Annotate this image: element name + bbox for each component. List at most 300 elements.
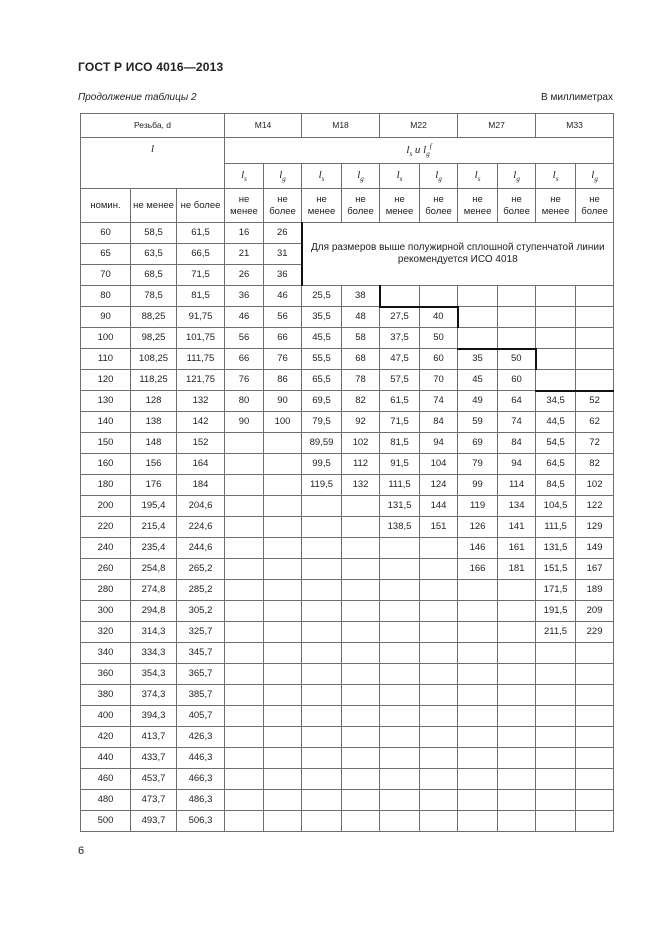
table-cell: 394,3 bbox=[131, 706, 177, 727]
table-cell: 433,7 bbox=[131, 748, 177, 769]
table-cell: 82 bbox=[342, 391, 380, 412]
table-cell: 68 bbox=[342, 349, 380, 370]
table-cell bbox=[498, 727, 536, 748]
table-cell bbox=[576, 727, 614, 748]
table-cell: 167 bbox=[576, 559, 614, 580]
table-cell bbox=[380, 286, 420, 307]
table-cell bbox=[264, 790, 302, 811]
table-cell: 72 bbox=[576, 433, 614, 454]
table-cell bbox=[342, 559, 380, 580]
table-cell bbox=[498, 790, 536, 811]
table-cell bbox=[302, 601, 342, 622]
thread-m27: M27 bbox=[458, 114, 536, 138]
table-cell: 365,7 bbox=[177, 664, 225, 685]
table-cell: 131,5 bbox=[536, 538, 576, 559]
ls-header: $l_s$ bbox=[380, 164, 420, 189]
table-cell bbox=[264, 664, 302, 685]
table-cell bbox=[380, 559, 420, 580]
table-cell: 37,5 bbox=[380, 328, 420, 349]
table-cell bbox=[576, 349, 614, 370]
table-cell: 57,5 bbox=[380, 370, 420, 391]
table-cell: 280 bbox=[81, 580, 131, 601]
table-cell bbox=[576, 307, 614, 328]
sub-header-cell: не более bbox=[420, 189, 458, 223]
table-cell: 65,5 bbox=[302, 370, 342, 391]
table-cell: 360 bbox=[81, 664, 131, 685]
table-cell bbox=[264, 475, 302, 496]
table-cell: 220 bbox=[81, 517, 131, 538]
table-cell: 294,8 bbox=[131, 601, 177, 622]
table-cell: 79 bbox=[458, 454, 498, 475]
table-cell: 61,5 bbox=[380, 391, 420, 412]
table-cell bbox=[264, 433, 302, 454]
table-cell: 148 bbox=[131, 433, 177, 454]
table-cell bbox=[302, 748, 342, 769]
sub-header-cell: не менее bbox=[458, 189, 498, 223]
table-cell bbox=[225, 454, 264, 475]
table-cell: 35 bbox=[458, 349, 498, 370]
table-cell bbox=[264, 622, 302, 643]
table-row bbox=[81, 223, 614, 244]
table-cell bbox=[302, 559, 342, 580]
table-cell: 25,5 bbox=[302, 286, 342, 307]
table-cell bbox=[420, 706, 458, 727]
table-cell: 460 bbox=[81, 769, 131, 790]
table-cell: 114 bbox=[498, 475, 536, 496]
table-cell bbox=[576, 706, 614, 727]
table-cell bbox=[225, 559, 264, 580]
table-cell: 71,5 bbox=[380, 412, 420, 433]
table-cell bbox=[576, 328, 614, 349]
table-cell bbox=[302, 517, 342, 538]
table-cell: 99,5 bbox=[302, 454, 342, 475]
table-cell bbox=[264, 769, 302, 790]
table-cell: 21 bbox=[225, 244, 264, 265]
table-cell bbox=[498, 643, 536, 664]
table-cell: 66 bbox=[225, 349, 264, 370]
table-cell: 91,5 bbox=[380, 454, 420, 475]
table-cell bbox=[302, 790, 342, 811]
table-cell: 78,5 bbox=[131, 286, 177, 307]
table-cell bbox=[576, 769, 614, 790]
table-cell bbox=[264, 706, 302, 727]
table-cell: 104,5 bbox=[536, 496, 576, 517]
sub-header-cell: не менее bbox=[131, 189, 177, 223]
table-cell bbox=[576, 685, 614, 706]
table-cell bbox=[498, 811, 536, 832]
table-cell bbox=[302, 664, 342, 685]
table-cell: 156 bbox=[131, 454, 177, 475]
table-cell: 131,5 bbox=[380, 496, 420, 517]
table-cell bbox=[420, 580, 458, 601]
table-cell bbox=[498, 664, 536, 685]
table-cell: 26 bbox=[264, 223, 302, 244]
table-cell: 305,2 bbox=[177, 601, 225, 622]
table-cell: 56 bbox=[225, 328, 264, 349]
table-cell bbox=[380, 601, 420, 622]
table-cell bbox=[458, 706, 498, 727]
table-cell: 88,25 bbox=[131, 307, 177, 328]
table-cell: 149 bbox=[576, 538, 614, 559]
table-cell: 400 bbox=[81, 706, 131, 727]
table-cell bbox=[536, 643, 576, 664]
thread-label-cell: Резьба, d bbox=[81, 114, 225, 138]
table-cell: 506,3 bbox=[177, 811, 225, 832]
table-cell bbox=[264, 517, 302, 538]
table-cell: 413,7 bbox=[131, 727, 177, 748]
table-row bbox=[81, 748, 614, 769]
table-cell: 38 bbox=[342, 286, 380, 307]
table-row bbox=[81, 328, 614, 349]
table-cell: 181 bbox=[498, 559, 536, 580]
lg-header: $l_g$ bbox=[420, 164, 458, 189]
table-cell bbox=[536, 370, 576, 391]
thread-m18: M18 bbox=[302, 114, 380, 138]
table-cell bbox=[458, 727, 498, 748]
table-cell: 102 bbox=[576, 475, 614, 496]
document-header: ГОСТ Р ИСО 4016—2013 bbox=[78, 60, 224, 74]
table-cell bbox=[536, 811, 576, 832]
table-cell bbox=[420, 790, 458, 811]
table-cell bbox=[576, 790, 614, 811]
table-cell bbox=[302, 811, 342, 832]
table-cell bbox=[225, 433, 264, 454]
table-row bbox=[81, 517, 614, 538]
table-cell: 200 bbox=[81, 496, 131, 517]
table-cell: 45,5 bbox=[302, 328, 342, 349]
table-cell: 65 bbox=[81, 244, 131, 265]
sub-header-cell: не более bbox=[342, 189, 380, 223]
table-row bbox=[81, 496, 614, 517]
table-cell: 466,3 bbox=[177, 769, 225, 790]
table-cell bbox=[380, 622, 420, 643]
table-cell: 92 bbox=[342, 412, 380, 433]
table-cell bbox=[458, 790, 498, 811]
table-cell bbox=[380, 538, 420, 559]
table-cell: 385,7 bbox=[177, 685, 225, 706]
table-cell bbox=[498, 769, 536, 790]
table-cell bbox=[576, 643, 614, 664]
sub-header-cell: не более bbox=[576, 189, 614, 223]
table-cell: 74 bbox=[420, 391, 458, 412]
table-cell bbox=[536, 685, 576, 706]
table-cell: 446,3 bbox=[177, 748, 225, 769]
table-cell bbox=[264, 685, 302, 706]
table-cell: 130 bbox=[81, 391, 131, 412]
table-cell: 211,5 bbox=[536, 622, 576, 643]
table-cell bbox=[420, 622, 458, 643]
l-header-row bbox=[81, 138, 614, 164]
ls-lg-symbol: $l_s$ и $l_g^f$ bbox=[406, 142, 432, 159]
table-cell: 325,7 bbox=[177, 622, 225, 643]
table-row bbox=[81, 475, 614, 496]
table-cell bbox=[342, 727, 380, 748]
table-cell bbox=[342, 496, 380, 517]
table-cell: 40 bbox=[420, 307, 458, 328]
table-cell: 60 bbox=[498, 370, 536, 391]
table-row bbox=[81, 622, 614, 643]
table-cell: 35,5 bbox=[302, 307, 342, 328]
table-cell bbox=[536, 307, 576, 328]
table-cell: 151,5 bbox=[536, 559, 576, 580]
table-cell: 166 bbox=[458, 559, 498, 580]
table-cell bbox=[498, 685, 536, 706]
table-cell: 101,75 bbox=[177, 328, 225, 349]
table-cell bbox=[342, 790, 380, 811]
sub-header-cell: не менее bbox=[302, 189, 342, 223]
table-row bbox=[81, 811, 614, 832]
table-cell bbox=[380, 685, 420, 706]
table-cell: 31 bbox=[264, 244, 302, 265]
sub-header-cell: не менее bbox=[380, 189, 420, 223]
table-cell: 56 bbox=[264, 307, 302, 328]
table-cell: 66,5 bbox=[177, 244, 225, 265]
table-cell: 69 bbox=[458, 433, 498, 454]
table-cell bbox=[302, 622, 342, 643]
lg-header: $l_g$ bbox=[264, 164, 302, 189]
table-cell: 132 bbox=[342, 475, 380, 496]
table-cell: 141 bbox=[498, 517, 536, 538]
table-cell: 81,5 bbox=[177, 286, 225, 307]
table-cell: 94 bbox=[420, 433, 458, 454]
table-cell: 480 bbox=[81, 790, 131, 811]
table-cell: 58 bbox=[342, 328, 380, 349]
table-cell: 60 bbox=[420, 349, 458, 370]
table-cell: 84,5 bbox=[536, 475, 576, 496]
table-cell: 184 bbox=[177, 475, 225, 496]
table-cell: 111,5 bbox=[380, 475, 420, 496]
table-cell: 91,75 bbox=[177, 307, 225, 328]
table-cell bbox=[420, 664, 458, 685]
table-cell bbox=[225, 769, 264, 790]
table-cell bbox=[458, 769, 498, 790]
table-row bbox=[81, 454, 614, 475]
units-note: В миллиметрах bbox=[541, 92, 613, 103]
table-cell: 49 bbox=[458, 391, 498, 412]
table-cell bbox=[225, 790, 264, 811]
table-cell: 98,25 bbox=[131, 328, 177, 349]
table-cell bbox=[342, 601, 380, 622]
table-cell: 104 bbox=[420, 454, 458, 475]
table-row bbox=[81, 685, 614, 706]
ls-header: $l_s$ bbox=[536, 164, 576, 189]
table-cell: 99 bbox=[458, 475, 498, 496]
table-cell: 493,7 bbox=[131, 811, 177, 832]
table-cell bbox=[342, 580, 380, 601]
table-cell: 119,5 bbox=[302, 475, 342, 496]
table-cell: 340 bbox=[81, 643, 131, 664]
table-cell: 146 bbox=[458, 538, 498, 559]
table-cell: 254,8 bbox=[131, 559, 177, 580]
table-cell bbox=[498, 622, 536, 643]
l-label-cell bbox=[81, 138, 225, 189]
sub-header-cell: не более bbox=[498, 189, 536, 223]
table-cell: 46 bbox=[225, 307, 264, 328]
table-cell bbox=[458, 685, 498, 706]
table-cell: 66 bbox=[264, 328, 302, 349]
table-cell: 100 bbox=[264, 412, 302, 433]
ls-header: $l_s$ bbox=[302, 164, 342, 189]
table-cell bbox=[225, 538, 264, 559]
lg-header: $l_g$ bbox=[498, 164, 536, 189]
table-cell: 240 bbox=[81, 538, 131, 559]
table-cell: 84 bbox=[498, 433, 536, 454]
table-cell: 144 bbox=[420, 496, 458, 517]
table-cell bbox=[576, 811, 614, 832]
table-row bbox=[81, 349, 614, 370]
table-row bbox=[81, 286, 614, 307]
lg-header: $l_g$ bbox=[342, 164, 380, 189]
table-cell bbox=[302, 685, 342, 706]
table-cell bbox=[458, 307, 498, 328]
table-cell: 244,6 bbox=[177, 538, 225, 559]
table-cell: 215,4 bbox=[131, 517, 177, 538]
table-cell bbox=[458, 664, 498, 685]
table-cell: 58,5 bbox=[131, 223, 177, 244]
table-cell: 79,5 bbox=[302, 412, 342, 433]
thread-header-row bbox=[81, 114, 614, 138]
table-cell bbox=[420, 538, 458, 559]
table-cell: 334,3 bbox=[131, 643, 177, 664]
table-cell bbox=[420, 685, 458, 706]
table-cell bbox=[458, 580, 498, 601]
table-cell bbox=[302, 727, 342, 748]
table-cell: 74 bbox=[498, 412, 536, 433]
table-cell bbox=[380, 643, 420, 664]
table-cell bbox=[536, 706, 576, 727]
table-cell bbox=[342, 769, 380, 790]
table-cell bbox=[458, 328, 498, 349]
table-cell bbox=[342, 643, 380, 664]
dimensions-table bbox=[80, 113, 614, 832]
table-cell: 124 bbox=[420, 475, 458, 496]
table-cell: 59 bbox=[458, 412, 498, 433]
table-cell bbox=[420, 559, 458, 580]
table-cell: 285,2 bbox=[177, 580, 225, 601]
table-cell: 229 bbox=[576, 622, 614, 643]
table-cell: 76 bbox=[264, 349, 302, 370]
table-cell: 129 bbox=[576, 517, 614, 538]
table-cell: 235,4 bbox=[131, 538, 177, 559]
table-cell bbox=[536, 664, 576, 685]
table-cell: 61,5 bbox=[177, 223, 225, 244]
table-cell bbox=[264, 538, 302, 559]
table-cell: 71,5 bbox=[177, 265, 225, 286]
table-cell bbox=[302, 538, 342, 559]
table-row bbox=[81, 727, 614, 748]
table-cell: 50 bbox=[420, 328, 458, 349]
table-cell bbox=[536, 286, 576, 307]
table-cell: 47,5 bbox=[380, 349, 420, 370]
table-cell: 265,2 bbox=[177, 559, 225, 580]
table-cell: 55,5 bbox=[302, 349, 342, 370]
table-cell bbox=[420, 286, 458, 307]
table-row bbox=[81, 538, 614, 559]
table-cell bbox=[225, 601, 264, 622]
table-cell: 86 bbox=[264, 370, 302, 391]
table-cell: 176 bbox=[131, 475, 177, 496]
table-cell bbox=[225, 706, 264, 727]
table-cell: 34,5 bbox=[536, 391, 576, 412]
table-cell bbox=[498, 706, 536, 727]
table-cell: 81,5 bbox=[380, 433, 420, 454]
table-cell bbox=[342, 517, 380, 538]
thread-m33: M33 bbox=[536, 114, 614, 138]
table-cell bbox=[576, 370, 614, 391]
table-cell bbox=[264, 811, 302, 832]
table-cell bbox=[264, 559, 302, 580]
table-cell: 44,5 bbox=[536, 412, 576, 433]
table-cell: 45 bbox=[458, 370, 498, 391]
page-number: 6 bbox=[78, 845, 85, 857]
table-row bbox=[81, 412, 614, 433]
table-cell bbox=[536, 349, 576, 370]
table-cell: 64,5 bbox=[536, 454, 576, 475]
table-cell: 191,5 bbox=[536, 601, 576, 622]
table-cell bbox=[264, 727, 302, 748]
sub-header-cell: не менее bbox=[225, 189, 264, 223]
table-cell: 171,5 bbox=[536, 580, 576, 601]
table-row bbox=[81, 559, 614, 580]
table-cell: 300 bbox=[81, 601, 131, 622]
table-cell bbox=[302, 769, 342, 790]
table-cell: 160 bbox=[81, 454, 131, 475]
table-cell: 121,75 bbox=[177, 370, 225, 391]
table-cell bbox=[420, 643, 458, 664]
table-cell: 150 bbox=[81, 433, 131, 454]
table-cell bbox=[380, 748, 420, 769]
table-cell: 82 bbox=[576, 454, 614, 475]
table-cell bbox=[302, 643, 342, 664]
table-row bbox=[81, 664, 614, 685]
table-cell bbox=[458, 286, 498, 307]
table-cell: 84 bbox=[420, 412, 458, 433]
table-row bbox=[81, 643, 614, 664]
table-cell: 142 bbox=[177, 412, 225, 433]
table-cell bbox=[498, 748, 536, 769]
table-cell bbox=[264, 496, 302, 517]
table-cell: 118,25 bbox=[131, 370, 177, 391]
table-cell: 60 bbox=[81, 223, 131, 244]
table-cell bbox=[342, 685, 380, 706]
table-cell bbox=[576, 748, 614, 769]
table-cell bbox=[342, 622, 380, 643]
table-cell: 354,3 bbox=[131, 664, 177, 685]
table-row bbox=[81, 370, 614, 391]
table-cell bbox=[225, 664, 264, 685]
table-cell bbox=[498, 307, 536, 328]
table-cell bbox=[225, 748, 264, 769]
table-cell: 374,3 bbox=[131, 685, 177, 706]
table-cell bbox=[380, 580, 420, 601]
table-cell bbox=[536, 748, 576, 769]
table-cell: 314,3 bbox=[131, 622, 177, 643]
table-cell: 48 bbox=[342, 307, 380, 328]
table-cell: 76 bbox=[225, 370, 264, 391]
table-cell: 138 bbox=[131, 412, 177, 433]
table-cell bbox=[225, 622, 264, 643]
table-cell: 195,4 bbox=[131, 496, 177, 517]
table-cell: 27,5 bbox=[380, 307, 420, 328]
table-cell bbox=[342, 811, 380, 832]
table-cell bbox=[458, 622, 498, 643]
table-cell bbox=[536, 769, 576, 790]
table-cell: 151 bbox=[420, 517, 458, 538]
table-cell: 63,5 bbox=[131, 244, 177, 265]
table-row bbox=[81, 769, 614, 790]
table-cell: 345,7 bbox=[177, 643, 225, 664]
ls-header: $l_s$ bbox=[458, 164, 498, 189]
